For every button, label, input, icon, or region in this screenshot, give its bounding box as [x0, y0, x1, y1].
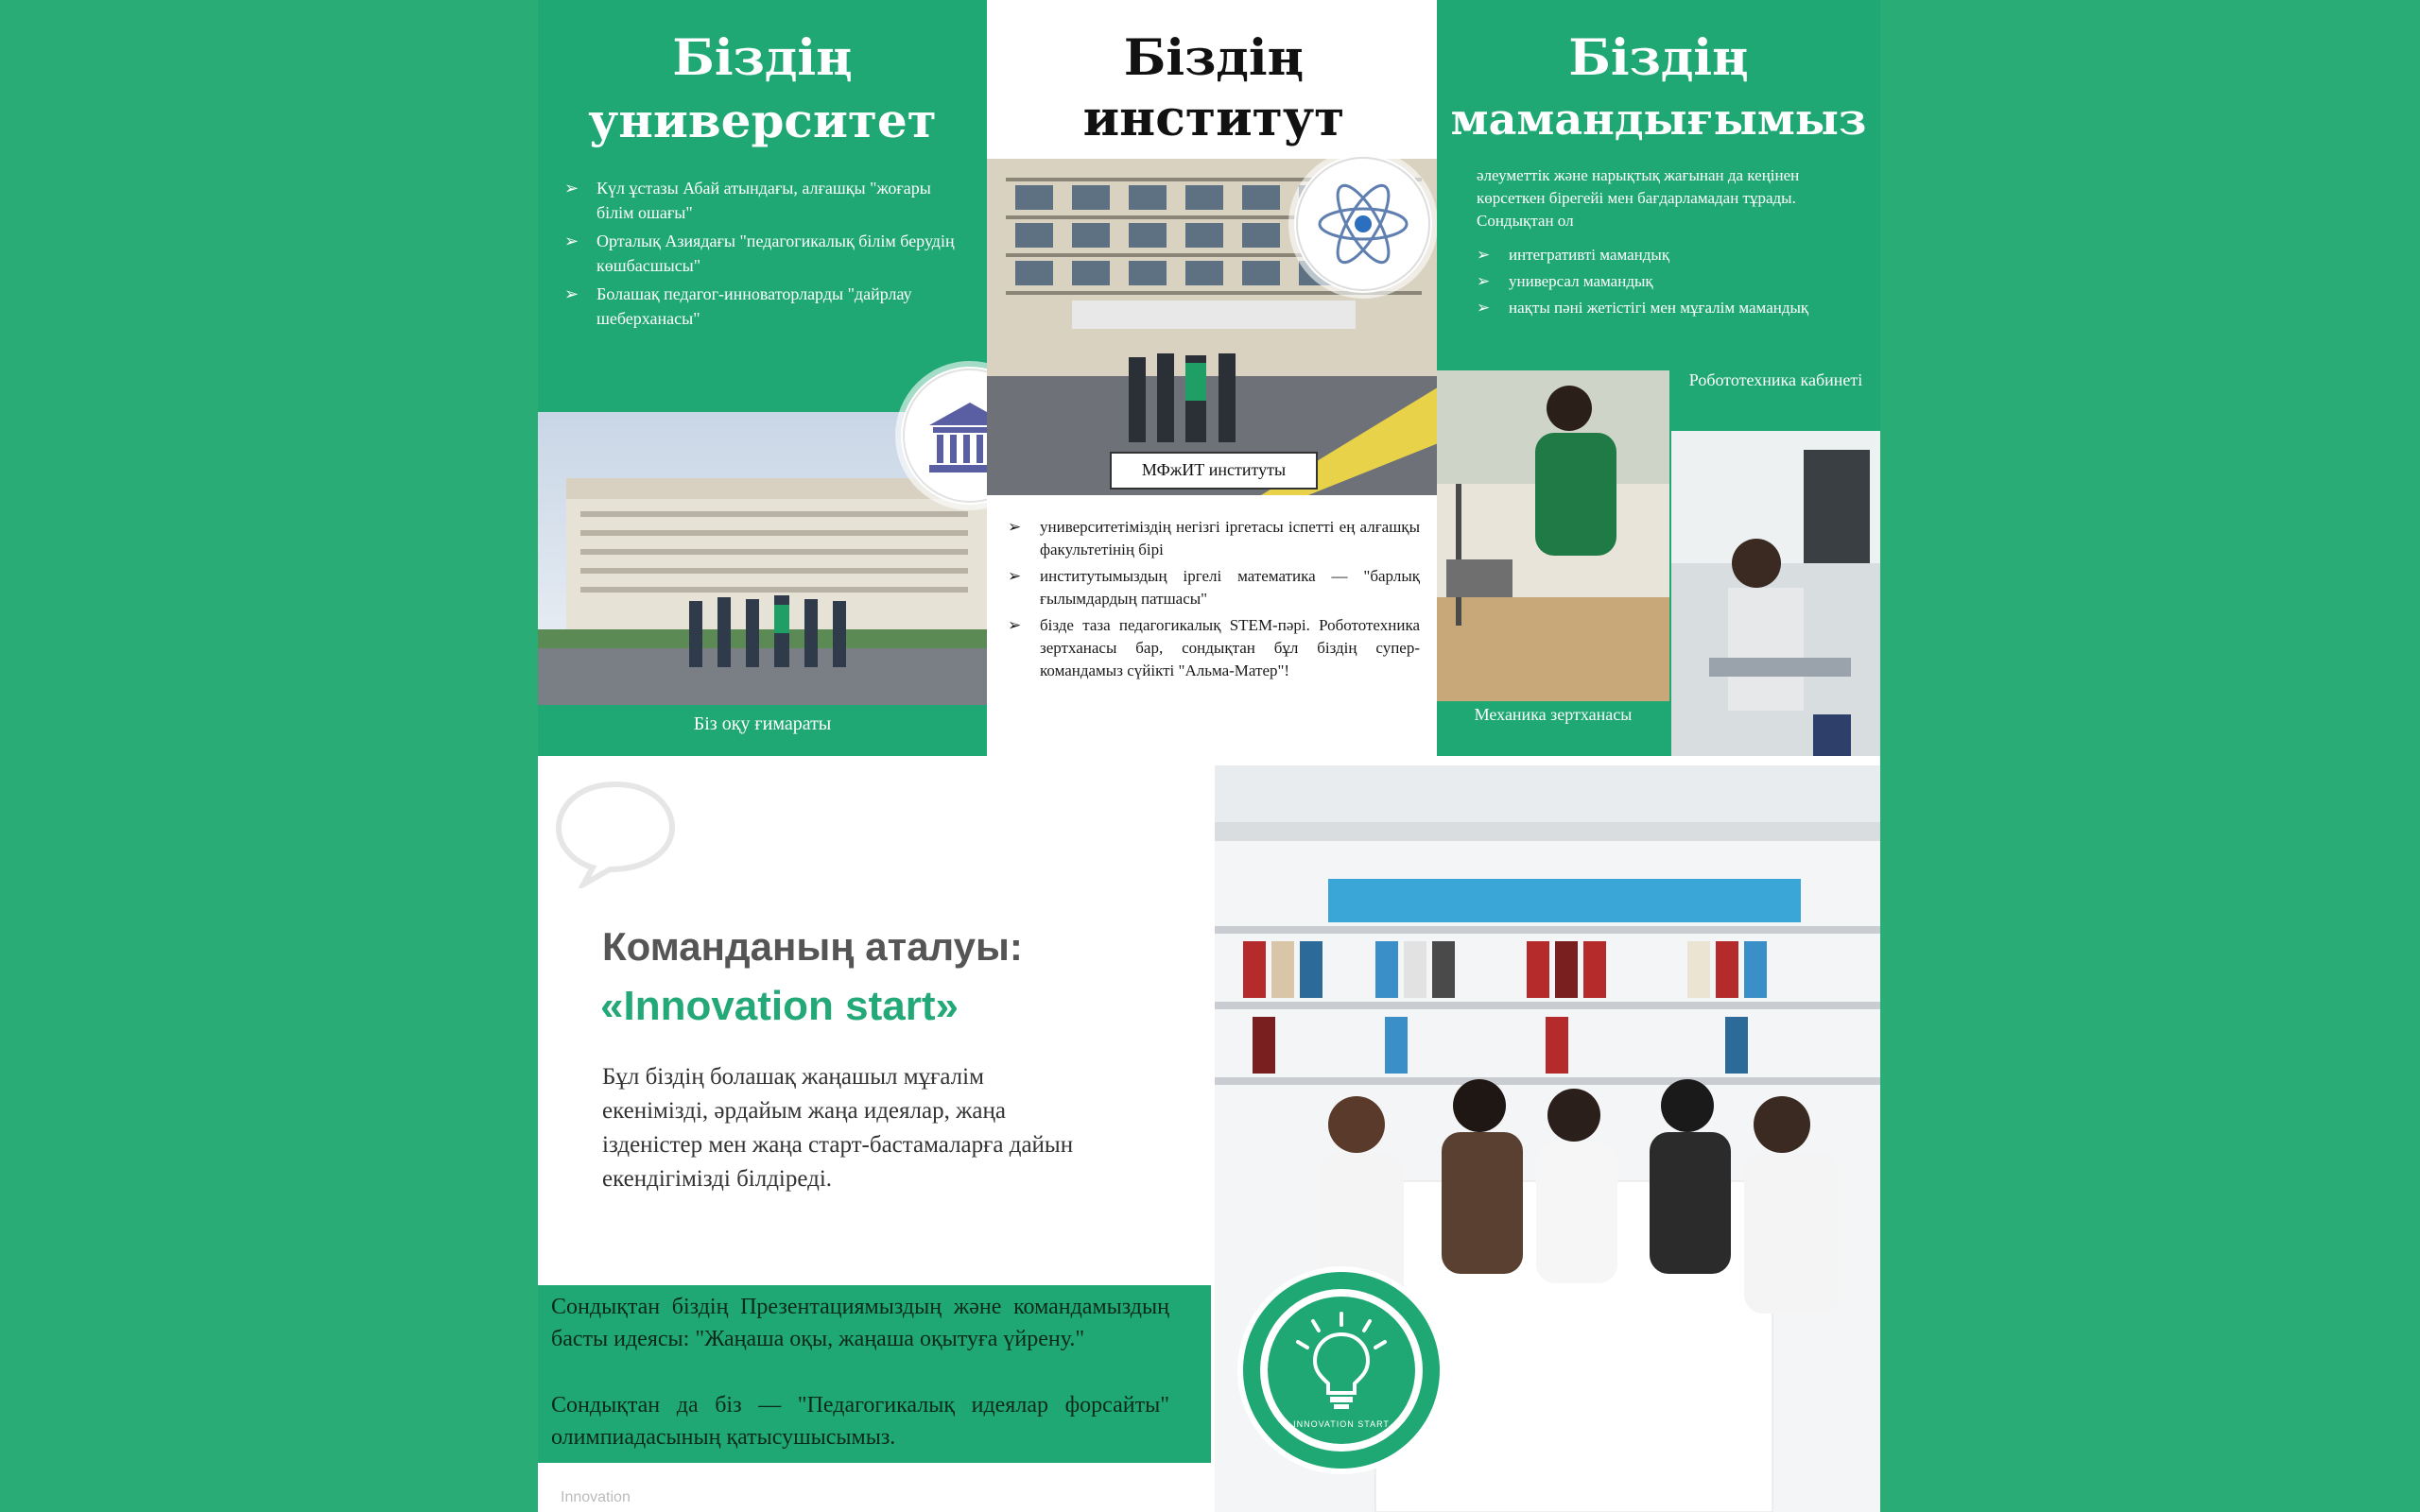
- institute-photo-label: МФжИТ институты: [1110, 452, 1318, 490]
- innovation-start-logo-icon: [1237, 1266, 1445, 1474]
- bottom-note: Innovation: [561, 1489, 631, 1505]
- list-item: ➢ Болашақ педагог-инноваторларды "дайрлау шеберханасы": [564, 284, 912, 328]
- institute-title-line2: институт: [1082, 90, 1345, 147]
- list-item: ➢ интегративті мамандық: [1477, 246, 1670, 264]
- institute-bullets: [1008, 516, 1420, 686]
- logo-text: INNOVATION START: [1293, 1419, 1390, 1429]
- specialty-bullets: [1477, 244, 1860, 323]
- team-description: Бұл біздің болашақ жаңашыл мұғалім екенімізді, әрдайым жаңа идеялар, жаңа ізденістер мен жаңа старт-бастамаларға дайын екендігімізді білдіреді.: [602, 1064, 1074, 1192]
- list-item: ➢ универсал мамандық: [1477, 272, 1653, 290]
- university-caption: Біз оқу ғимараты: [693, 713, 832, 734]
- specialty-title-line1: Біздің: [1568, 29, 1749, 87]
- university-bullets: [564, 176, 961, 335]
- list-item: ➢ бізде таза педагогикалық STEM-пәрі. Робототехника зертханасы бар, сондықтан бұл біздің супер-командамыз сүйікті "Альма-Матер"!: [1008, 616, 1420, 679]
- poster: [538, 0, 1880, 1512]
- team-footer-text-1: Сондықтан біздің Презентациямыздың және командамыздың басты идеясы: "Жаңаша оқы, жаңаша оқытуға үйрену.": [551, 1295, 1169, 1351]
- specialty-intro: әлеуметтік және нарықтық жағынан да кеңінен көрсеткен бірегейі мен бағдарламадан тұрады. Сондықтан ол: [1477, 166, 1800, 230]
- team-footer-text-2: Сондықтан да біз — "Педагогикалық идеялар форсайты" олимпиадасының қатысушысымыз.: [551, 1393, 1169, 1450]
- speech-bubble-icon: [549, 775, 682, 888]
- institute-panel: [987, 0, 1441, 756]
- atom-icon: [1294, 155, 1432, 293]
- institute-title-line1: Біздің: [1123, 29, 1305, 87]
- specialty-panel: [1437, 0, 1880, 756]
- robotics-caption: Робототехника кабинеті: [1688, 370, 1863, 389]
- list-item: ➢ институтымыздың іргелі математика — "барлық ғылымдардың патшасы": [1008, 567, 1420, 608]
- university-title-line2: университет: [588, 93, 937, 148]
- university-title-line1: Біздің: [672, 29, 853, 87]
- list-item: ➢ университетіміздің негізгі іргетасы іспетті ең алғашқы факультетінің бірі: [1008, 518, 1420, 558]
- mechanics-caption: Механика зертханасы: [1474, 705, 1633, 724]
- team-heading: Команданың аталуы:: [602, 924, 1023, 969]
- specialty-title-line2: мамандығымыз: [1450, 94, 1867, 145]
- list-item: ➢ Күл ұстазы Абай атындағы, алғашқы "жоғары білім ошағы": [564, 179, 931, 222]
- robotics-photo: [1671, 431, 1880, 756]
- team-name: «Innovation start»: [600, 983, 959, 1029]
- team-panel: [538, 756, 1211, 1512]
- list-item: ➢ нақты пәні жетістігі мен мұғалім мамандық: [1477, 299, 1809, 317]
- mechanics-photo: [1437, 370, 1669, 701]
- list-item: ➢ Орталық Азиядағы "педагогикалық білім берудің көшбасшысы": [564, 232, 955, 275]
